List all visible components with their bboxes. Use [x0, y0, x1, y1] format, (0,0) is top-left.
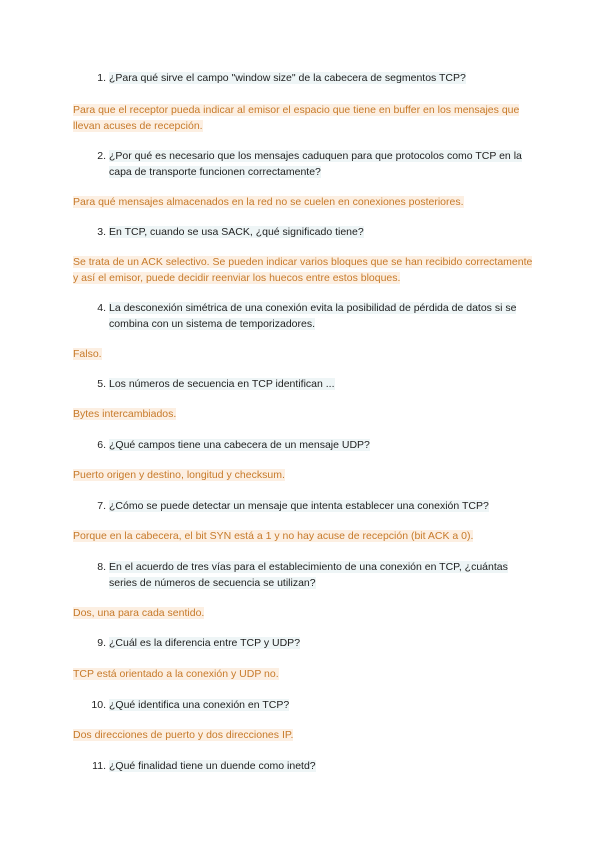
answer-item-8 [0, 605, 600, 621]
answer-10 [73, 727, 533, 743]
question-7 [90, 498, 526, 514]
answer-text: Dos direcciones de puerto y dos direcciones IP. [73, 729, 294, 741]
question-text: En el acuerdo de tres vías para el establecimiento de una conexión en TCP, ¿cuántas series de números de secuencia se utilizan? [109, 561, 508, 589]
question-number: 10. [91, 699, 106, 711]
answer-3 [73, 254, 533, 286]
question-5 [90, 376, 526, 392]
answer-text: Dos, una para cada sentido. [73, 607, 205, 619]
answer-1 [73, 102, 533, 134]
qa-item-10 [0, 697, 600, 713]
qa-item-4 [0, 300, 600, 332]
question-number: 6. [97, 439, 106, 451]
question-number: 1. [97, 72, 106, 84]
answer-text: Bytes intercambiados. [73, 408, 177, 420]
answer-item-5 [0, 406, 600, 422]
qa-item-7 [0, 498, 600, 514]
question-text: ¿Por qué es necesario que los mensajes caduquen para que protocolos como TCP en la capa de transporte funcionen correctamente? [109, 150, 522, 178]
question-9 [90, 635, 526, 651]
qa-item-8 [0, 559, 600, 591]
question-text: Los números de secuencia en TCP identifican ... [109, 378, 335, 390]
answer-9 [73, 666, 533, 682]
qa-item-1 [0, 70, 600, 86]
answer-item-7 [0, 528, 600, 544]
answer-text: Para qué mensajes almacenados en la red no se cuelen en conexiones posteriores. [73, 196, 464, 208]
answer-text: Falso. [73, 348, 102, 360]
answer-item-2 [0, 194, 600, 210]
answer-item-1 [0, 102, 600, 134]
answer-text: Porque en la cabecera, el bit SYN está a 1 y no hay acuse de recepción (bit ACK a 0). [73, 530, 474, 542]
qa-item-3 [0, 224, 600, 240]
question-number: 9. [97, 637, 106, 649]
question-text: ¿Qué finalidad tiene un duende como inetd? [109, 760, 316, 772]
answer-item-9 [0, 666, 600, 682]
question-1 [90, 70, 526, 86]
answer-6 [73, 467, 533, 483]
question-10 [90, 697, 526, 713]
answer-7 [73, 528, 533, 544]
question-11 [90, 758, 526, 774]
question-8 [90, 559, 526, 591]
qa-item-11 [0, 758, 600, 774]
answer-item-10 [0, 727, 600, 743]
question-text: En TCP, cuando se usa SACK, ¿qué significado tiene? [109, 226, 364, 238]
question-number: 7. [97, 500, 106, 512]
answer-2 [73, 194, 533, 210]
qa-item-2 [0, 148, 600, 180]
answer-4 [73, 346, 533, 362]
question-text: ¿Qué identifica una conexión en TCP? [109, 699, 290, 711]
question-4 [90, 300, 526, 332]
question-number: 8. [97, 561, 106, 573]
question-text: ¿Qué campos tiene una cabecera de un mensaje UDP? [109, 439, 370, 451]
answer-text: Se trata de un ACK selectivo. Se pueden indicar varios bloques que se han recibido correctamente y así el emisor, puede decidir reenviar los huecos entre estos bloques. [73, 256, 533, 284]
qa-item-9 [0, 635, 600, 651]
qa-item-5 [0, 376, 600, 392]
answer-5 [73, 406, 533, 422]
question-text: ¿Cuál es la diferencia entre TCP y UDP? [109, 637, 301, 649]
question-3 [90, 224, 526, 240]
answer-text: TCP está orientado a la conexión y UDP no. [73, 668, 279, 680]
qa-item-6 [0, 437, 600, 453]
question-number: 11. [92, 760, 106, 772]
answer-item-3 [0, 254, 600, 286]
question-2 [90, 148, 526, 180]
question-6 [90, 437, 526, 453]
question-text: La desconexión simétrica de una conexión evita la posibilidad de pérdida de datos si se combina con un sistema de temporizadores. [109, 302, 517, 330]
question-number: 5. [97, 378, 106, 390]
answer-text: Puerto origen y destino, longitud y checksum. [73, 469, 285, 481]
answer-8 [73, 605, 533, 621]
answer-item-6 [0, 467, 600, 483]
question-number: 2. [97, 150, 106, 162]
answer-text: Para que el receptor pueda indicar al emisor el espacio que tiene en buffer en los mensajes que llevan acuses de recepción. [73, 104, 520, 132]
question-text: ¿Para qué sirve el campo "window size" de la cabecera de segmentos TCP? [109, 72, 466, 84]
question-number: 3. [97, 226, 106, 238]
question-number: 4. [97, 302, 106, 314]
question-text: ¿Cómo se puede detectar un mensaje que intenta establecer una conexión TCP? [109, 500, 489, 512]
answer-item-4 [0, 346, 600, 362]
